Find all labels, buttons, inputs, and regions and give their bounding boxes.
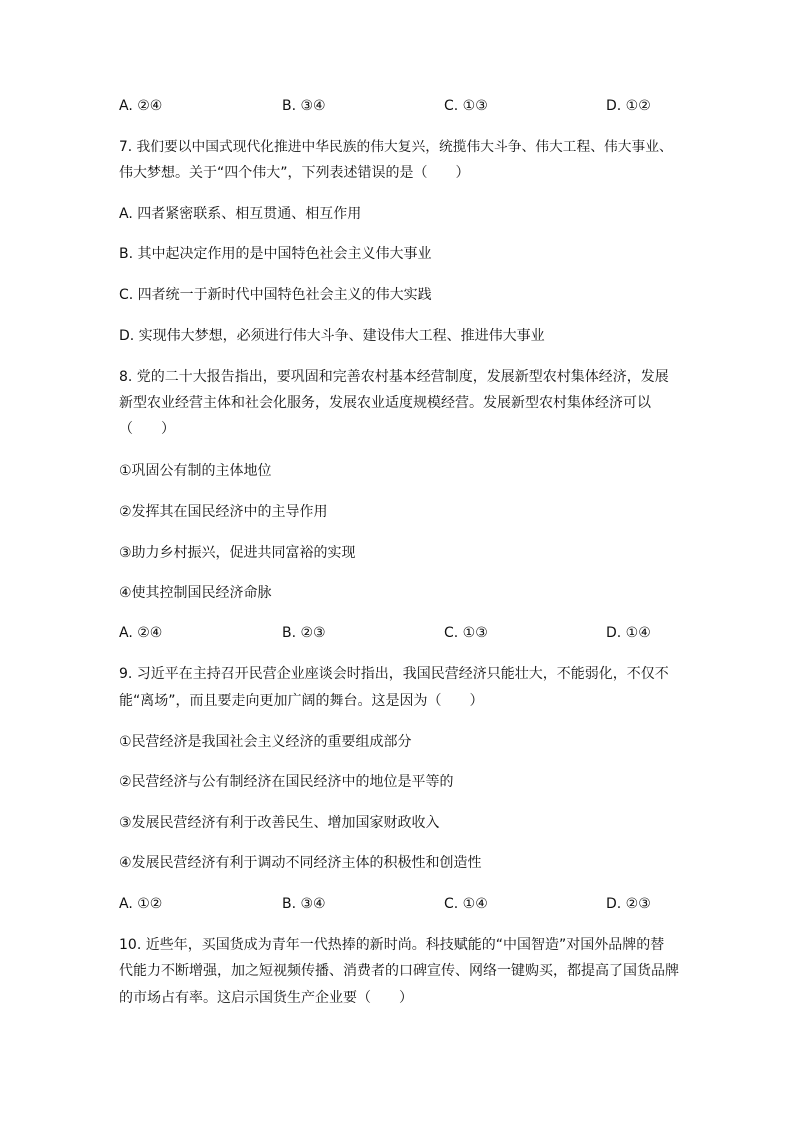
q8-option-b[interactable]: B. ②③ [282,625,326,641]
q9-statement-1: ①民营经济是我国社会主义经济的重要组成部分 [119,734,412,750]
q9-options [119,894,679,914]
q7-choice-b[interactable]: B. 其中起决定作用的是中国特色社会主义伟大事业 [119,246,432,262]
q9-option-b[interactable]: B. ③④ [282,896,326,912]
q7-stem-line-1: 7. 我们要以中国式现代化推进中华民族的伟大复兴，统揽伟大斗争、伟大工程、伟大事业、 [119,139,673,155]
q6-option-d[interactable]: D. ①② [606,98,651,114]
q8-statement-3: ③助力乡村振兴，促进共同富裕的实现 [119,545,356,561]
q9-statement-3: ③发展民营经济有利于改善民生、增加国家财政收入 [119,815,440,831]
q7-choice-c[interactable]: C. 四者统一于新时代中国特色社会主义的伟大实践 [119,287,432,303]
q7-choice-d[interactable]: D. 实现伟大梦想，必须进行伟大斗争、建设伟大工程、推进伟大事业 [119,328,545,344]
q8-statement-2: ②发挥其在国民经济中的主导作用 [119,504,328,520]
q9-option-c[interactable]: C. ①④ [444,896,488,912]
q7-choice-a[interactable]: A. 四者紧密联系、相互贯通、相互作用 [119,206,362,222]
q8-statement-1: ①巩固公有制的主体地位 [119,463,272,479]
q9-statement-2: ②民营经济与公有制经济在国民经济中的地位是平等的 [119,774,454,790]
q9-statement-4: ④发展民营经济有利于调动不同经济主体的积极性和创造性 [119,855,482,871]
q10-stem-line-1: 10. 近些年，买国货成为青年一代热捧的新时尚。科技赋能的“中国智造”对国外品牌的替 [119,937,665,953]
q9-stem-line-2: 能“离场”，而且要走向更加广阔的舞台。这是因为（ ） [119,693,484,709]
q10-stem-line-2: 代能力不断增强，加之短视频传播、消费者的口碑宣传、网络一键购买，都提高了国货品牌 [119,963,679,979]
q6-option-c[interactable]: C. ①③ [444,98,488,114]
q7-stem-line-2: 伟大梦想。关于“四个伟大”，下列表述错误的是（ ） [119,165,470,181]
q6-option-b[interactable]: B. ③④ [282,98,326,114]
q9-option-d[interactable]: D. ②③ [606,896,651,912]
q8-stem-line-1: 8. 党的二十大报告指出，要巩固和完善农村基本经营制度，发展新型农村集体经济，发展 [119,369,669,385]
q8-option-a[interactable]: A. ②④ [119,625,163,641]
q6-option-a[interactable]: A. ②④ [119,98,163,114]
q9-stem-line-1: 9. 习近平在主持召开民营企业座谈会时指出，我国民营经济只能壮大，不能弱化，不仅不 [119,666,669,682]
q8-stem-line-3: （ ） [119,421,175,437]
q8-stem-line-2: 新型农业经营主体和社会化服务，发展农业适度规模经营。发展新型农村集体经济可以 [119,395,651,411]
q8-option-d[interactable]: D. ①④ [606,625,651,641]
q6-options [119,96,679,116]
q8-statement-4: ④使其控制国民经济命脉 [119,585,272,601]
q10-stem-line-3: 的市场占有率。这启示国货生产企业要（ ） [119,990,413,1006]
q8-options [119,623,679,643]
q9-option-a[interactable]: A. ①② [119,896,163,912]
q8-option-c[interactable]: C. ①③ [444,625,488,641]
